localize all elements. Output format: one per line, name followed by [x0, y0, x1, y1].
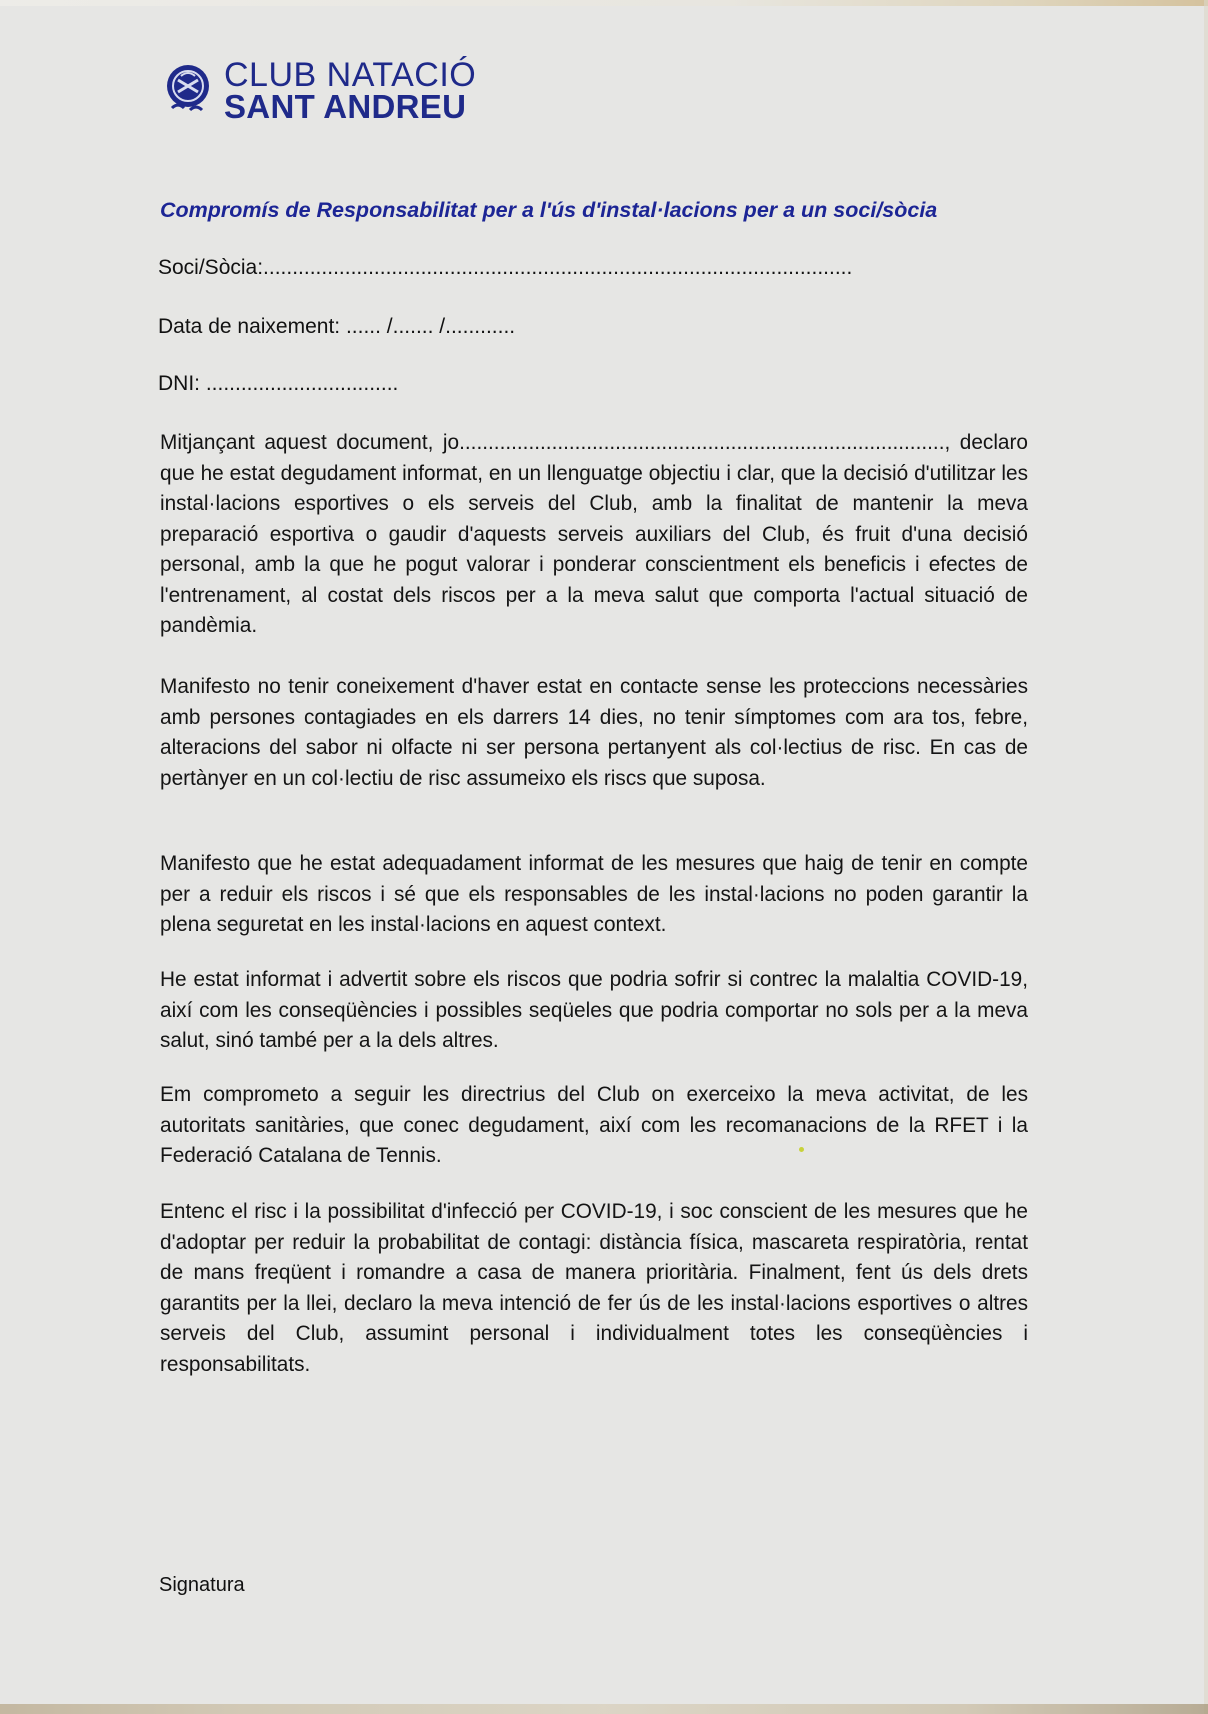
- paragraph-text: Mitjançant aquest document, jo...................................................................................., declaro que he estat degudament informat, en un llenguatge objectiu i clar, que la decisió d'utilitzar les instal·lacions esportives o els serveis del Club, amb la finalitat de mantenir la meva preparació esportiva o gaudir d'aquests serveis auxiliars del Club, és fruit d'una decisió personal, amb la que he pogut valorar i ponderar conscientment els beneficis i efectes de l'entrenament, al costat dels riscos per a la meva salut que comporta l'actual situació de pandèmia.: [160, 431, 1028, 637]
- signature-label: Signatura: [159, 1574, 245, 1596]
- paragraph-text: Em comprometo a seguir les directrius del Club on exerceixo la meva activitat, de les autoritats sanitàries, que conec degudament, així com les recomanacions de la RFET i la Federació Catalana de Tennis.: [160, 1083, 1028, 1167]
- paper-speck: [799, 1147, 804, 1152]
- paragraph-5: [160, 1080, 1028, 1172]
- logo-text-line2: SANT ANDREU: [224, 88, 467, 125]
- paragraph-6: [160, 1197, 1028, 1380]
- club-crest-icon: [164, 62, 214, 114]
- paper-right-edge: [1204, 0, 1208, 1714]
- paper-bottom-edge: [0, 1704, 1208, 1714]
- dni-field: DNI: .................................: [158, 372, 399, 395]
- paragraph-4: [160, 965, 1028, 1057]
- paragraph-1: [160, 428, 1028, 642]
- paragraph-text: Manifesto no tenir coneixement d'haver estat en contacte sense les proteccions necessàries amb persones contagiades en els darrers 14 dies, no tenir símptomes com ara tos, febre, alteracions del sabor ni olfacte ni ser persona pertanyent als col·lectius de risc. En cas de pertànyer en un col·lectiu de risc assumeixo els riscs que suposa.: [160, 675, 1028, 790]
- paper-top-edge: [0, 0, 1208, 6]
- logo-text-line1: CLUB NATACIÓ: [224, 56, 477, 94]
- paragraph-text: Entenc el risc i la possibilitat d'infecció per COVID-19, i soc conscient de les mesures que he d'adoptar per reduir la probabilitat de contagi: distància física, mascareta respiratòria, rentat de mans freqüent i romandre a casa de manera prioritària. Finalment, fent ús dels drets garantits per la llei, declaro la meva intenció de fer ús de les instal·lacions esportives o altres serveis del Club, assumint personal i individualment totes les conseqüències i responsabilitats.: [160, 1200, 1028, 1376]
- birth-date-field: Data de naixement: ...... /....... /............: [158, 315, 516, 338]
- document-title: Compromís de Responsabilitat per a l'ús d'instal·lacions per a un soci/sòcia: [160, 198, 938, 222]
- paragraph-text: Manifesto que he estat adequadament informat de les mesures que haig de tenir en compte per a reduir els riscos i sé que els responsables de les instal·lacions no poden garantir la plena seguretat en les instal·lacions en aquest context.: [160, 852, 1028, 936]
- paragraph-3: [160, 849, 1028, 941]
- member-field: Soci/Sòcia:.....................................................................................................: [158, 256, 853, 279]
- paragraph-text: He estat informat i advertit sobre els riscos que podria sofrir si contrec la malaltia COVID-19, així com les conseqüències i possibles seqüeles que podria comportar no sols per a la meva salut, sinó també per a la dels altres.: [160, 968, 1028, 1052]
- paragraph-2: [160, 672, 1028, 794]
